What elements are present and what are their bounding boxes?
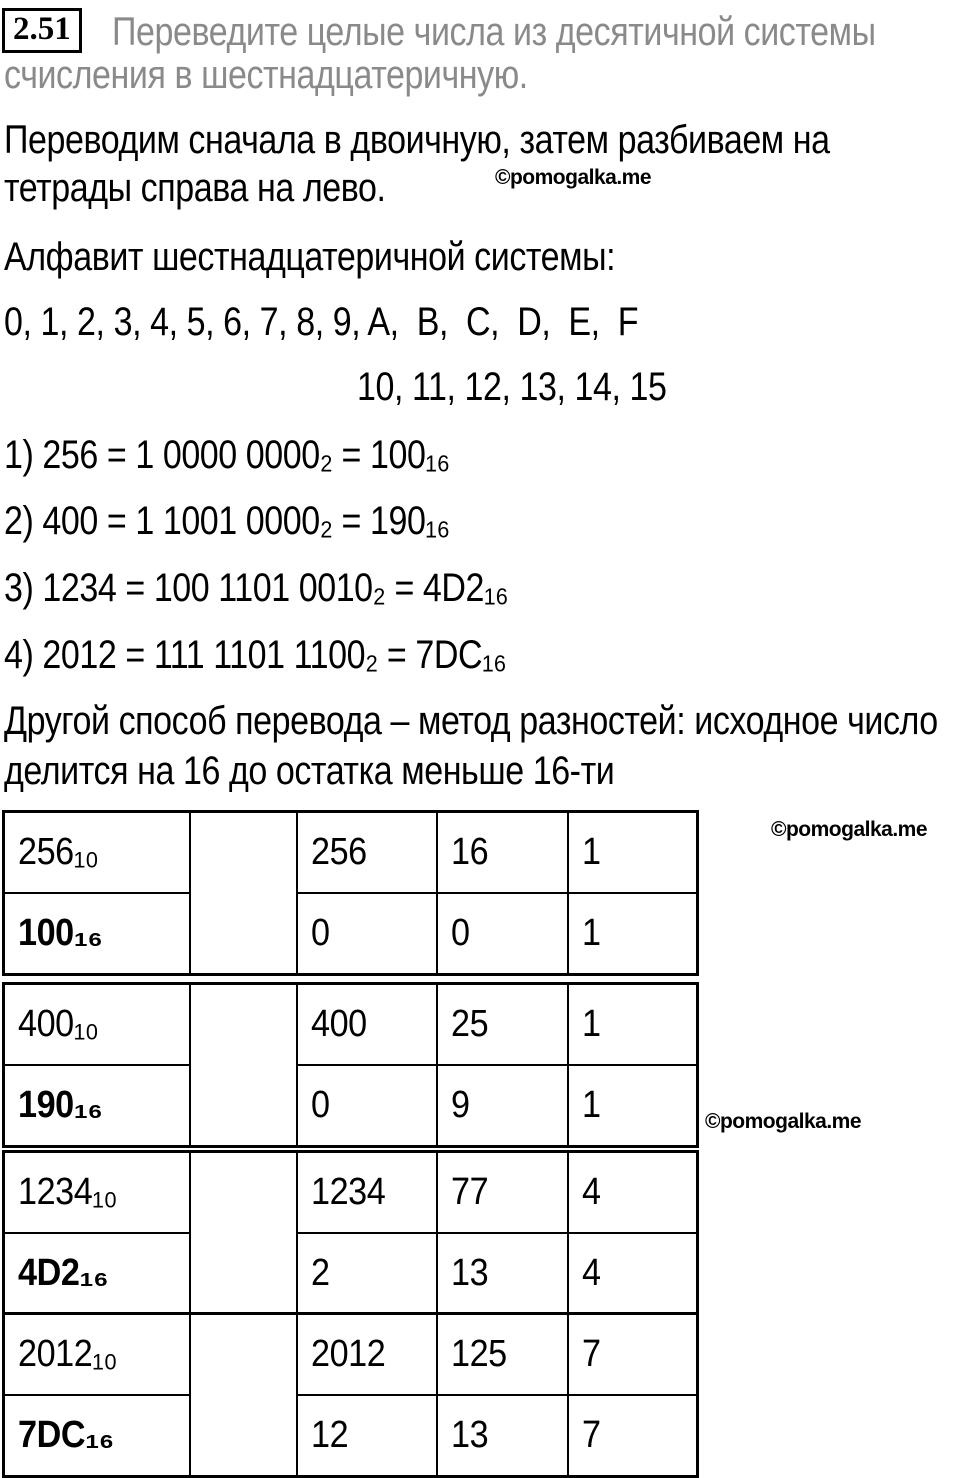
watermark: ©pomogalka.me xyxy=(771,818,928,841)
decimal-number: 1234₁₀ xyxy=(18,1171,118,1213)
quotient-cell xyxy=(437,1395,568,1477)
cell-value: 7 xyxy=(582,1414,601,1456)
watermark: ©pomogalka.me xyxy=(495,166,652,189)
quotient-cell xyxy=(437,812,568,894)
watermark: ©pomogalka.me xyxy=(705,1110,862,1133)
table-row xyxy=(4,812,698,894)
conversion-item-4: 4) 2012 = 111 1101 1100₂ = 7DC₁₆ xyxy=(4,633,507,677)
cell-value: 7 xyxy=(582,1333,601,1375)
division-table-400 xyxy=(2,982,699,1148)
cell-value: 4 xyxy=(582,1171,601,1213)
decimal-number-cell xyxy=(4,812,191,894)
cell-value: 77 xyxy=(451,1171,489,1213)
problem-number: 2.51 xyxy=(13,11,71,47)
dividend-cell xyxy=(297,1152,437,1234)
hex-result-cell xyxy=(4,1395,191,1477)
cell-value: 256 xyxy=(311,831,367,873)
dividend-cell xyxy=(297,1314,437,1396)
cell-value: 13 xyxy=(451,1414,489,1456)
table-row xyxy=(4,984,698,1066)
quotient-cell xyxy=(437,1152,568,1234)
decimal-number-cell xyxy=(4,1152,191,1234)
spacer-cell xyxy=(190,812,297,975)
cell-value: 4 xyxy=(582,1252,601,1294)
problem-number-box xyxy=(2,8,82,53)
remainder-cell xyxy=(568,1233,698,1315)
conversion-item-3: 3) 1234 = 100 1101 0010₂ = 4D2₁₆ xyxy=(4,566,509,610)
remainder-cell xyxy=(568,1395,698,1477)
problem-title-line-1: Переведите целые числа из десятичной системы xyxy=(112,10,876,54)
remainder-cell xyxy=(568,893,698,975)
hex-result-cell xyxy=(4,1065,191,1147)
cell-value: 0 xyxy=(311,912,330,954)
cell-value: 0 xyxy=(451,912,470,954)
alphabet-heading: Алфавит шестнадцатеричной системы: xyxy=(4,235,616,279)
cell-value: 125 xyxy=(451,1333,507,1375)
quotient-cell xyxy=(437,1065,568,1147)
cell-value: 400 xyxy=(311,1003,367,1045)
spacer-cell xyxy=(190,1314,297,1477)
conversion-item-1: 1) 256 = 1 0000 0000₂ = 100₁₆ xyxy=(4,433,450,477)
table-row xyxy=(4,1395,698,1477)
cell-value: 0 xyxy=(311,1084,330,1126)
cell-value: 25 xyxy=(451,1003,489,1045)
cell-value: 1 xyxy=(582,912,601,954)
method-line-2: делится на 16 до остатка меньше 16-ти xyxy=(4,749,615,793)
cell-value: 13 xyxy=(451,1252,489,1294)
cell-value: 9 xyxy=(451,1084,470,1126)
decimal-number: 256₁₀ xyxy=(18,831,99,873)
cell-value: 1234 xyxy=(311,1171,386,1213)
division-table-1234 xyxy=(2,1150,699,1316)
table-row xyxy=(4,1065,698,1147)
spacer-cell xyxy=(190,1152,297,1315)
dividend-cell xyxy=(297,893,437,975)
intro-line-2: тетрады справа на лево. xyxy=(4,166,386,210)
dividend-cell xyxy=(297,984,437,1066)
cell-value: 1 xyxy=(582,831,601,873)
decimal-number: 400₁₀ xyxy=(18,1003,99,1045)
table-row xyxy=(4,1233,698,1315)
remainder-cell xyxy=(568,1152,698,1234)
division-table-2012 xyxy=(2,1312,699,1478)
quotient-cell xyxy=(437,1233,568,1315)
remainder-cell xyxy=(568,812,698,894)
dividend-cell xyxy=(297,1065,437,1147)
alphabet-decimal-values: 10, 11, 12, 13, 14, 15 xyxy=(357,365,667,409)
table-row xyxy=(4,1152,698,1234)
remainder-cell xyxy=(568,1314,698,1396)
decimal-number-cell xyxy=(4,1314,191,1396)
cell-value: 12 xyxy=(311,1414,349,1456)
quotient-cell xyxy=(437,984,568,1066)
cell-value: 1 xyxy=(582,1084,601,1126)
hex-result: 7DC₁₆ xyxy=(18,1414,114,1456)
hex-result-cell xyxy=(4,893,191,975)
remainder-cell xyxy=(568,984,698,1066)
hex-result: 190₁₆ xyxy=(18,1084,103,1126)
decimal-number-cell xyxy=(4,984,191,1066)
quotient-cell xyxy=(437,893,568,975)
table-row xyxy=(4,893,698,975)
hex-result: 4D2₁₆ xyxy=(18,1252,109,1294)
hex-result: 100₁₆ xyxy=(18,912,103,954)
alphabet-hex-digits: 0, 1, 2, 3, 4, 5, 6, 7, 8, 9, A, B, C, D, E, F xyxy=(4,300,639,344)
remainder-cell xyxy=(568,1065,698,1147)
method-line-1: Другой способ перевода – метод разностей: исходное число xyxy=(4,699,938,743)
division-table-256 xyxy=(2,810,699,976)
spacer-cell xyxy=(190,984,297,1147)
hex-result-cell xyxy=(4,1233,191,1315)
cell-value: 1 xyxy=(582,1003,601,1045)
conversion-item-2: 2) 400 = 1 1001 0000₂ = 190₁₆ xyxy=(4,499,450,543)
table-row xyxy=(4,1314,698,1396)
decimal-number: 2012₁₀ xyxy=(18,1333,118,1375)
dividend-cell xyxy=(297,1233,437,1315)
cell-value: 2 xyxy=(311,1252,330,1294)
quotient-cell xyxy=(437,1314,568,1396)
cell-value: 2012 xyxy=(311,1333,386,1375)
dividend-cell xyxy=(297,812,437,894)
intro-line-1: Переводим сначала в двоичную, затем разбиваем на xyxy=(4,118,830,162)
dividend-cell xyxy=(297,1395,437,1477)
cell-value: 16 xyxy=(451,831,489,873)
problem-title-line-2: счисления в шестнадцатеричную. xyxy=(4,53,528,97)
